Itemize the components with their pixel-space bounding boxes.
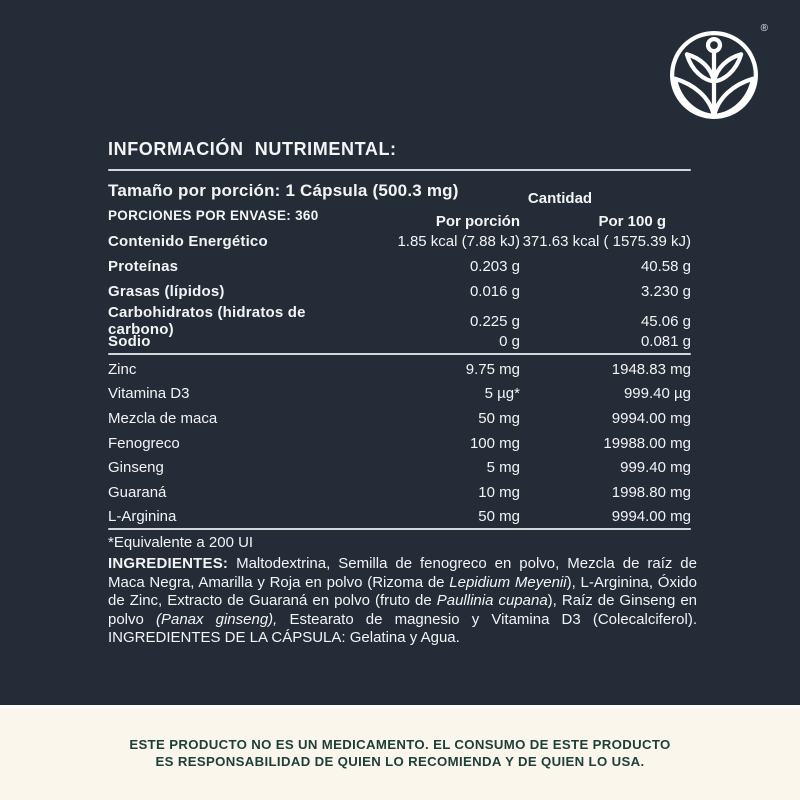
nutrient-name: Contenido Energético [108, 233, 268, 250]
nutrient-name: L-Arginina [108, 508, 177, 526]
nutrient-name: Mezcla de maca [108, 409, 218, 427]
page-title: INFORMACIÓN NUTRIMENTAL: [108, 139, 397, 159]
per-100g-value: 40.58 g [640, 258, 691, 275]
registered-mark: ® [760, 23, 768, 34]
per-100g-value: 1998.80 mg [611, 483, 691, 501]
table-row [108, 382, 691, 407]
ingredients-segment: INGREDIENTES: [108, 555, 229, 572]
per-serving-value: 50 mg [478, 409, 520, 427]
per-serving-value: 0 g [499, 333, 520, 350]
serving-size-label: Tamaño por porción: 1 Cápsula (500.3 mg) [108, 181, 459, 200]
nutrient-name: Proteínas [108, 258, 179, 275]
nutrient-name: Carbohidratos (hidratos de carbono) [108, 304, 306, 338]
per-100g-value: 1948.83 mg [611, 360, 691, 378]
per-100g-column-header: Por 100 g [598, 213, 666, 230]
per-100g-value: 45.06 g [640, 312, 691, 330]
per-serving-value: 9.75 mg [465, 360, 520, 378]
per-serving-value: 0.203 g [469, 258, 520, 275]
ingredients-segment: ), Raíz de Ginseng en polvo [108, 592, 698, 628]
per-100g-value: 371.63 kcal ( 1575.39 kJ) [522, 233, 691, 250]
per-serving-value: 5 mg [486, 459, 520, 477]
table-row [108, 229, 691, 254]
per-100g-value: 0.081 g [640, 333, 691, 350]
nutrient-name: Sodio [108, 333, 151, 350]
disclaimer-line-2: ES RESPONSABILIDAD DE QUIEN LO RECOMIENDA Y DE QUIEN LO USA. [155, 754, 645, 769]
section-divider [108, 528, 691, 530]
ingredients-segment: Estearato de magnesio y Vitamina D3 (Colecalciferol). INGREDIENTES DE LA CÁPSULA: Gelatina y Agua. [108, 610, 698, 647]
per-100g-value: 9994.00 mg [611, 409, 691, 427]
table-row [108, 480, 691, 505]
plant-sprout-icon [668, 28, 760, 122]
per-100g-value: 999.40 mg [620, 459, 691, 477]
macros-table [108, 229, 691, 354]
nutrient-name: Ginseng [108, 459, 164, 477]
servings-per-container-label: PORCIONES POR ENVASE: 360 [108, 208, 319, 223]
quantity-column-header: Cantidad [527, 190, 593, 207]
supplements-table [108, 357, 691, 529]
nutrient-name: Zinc [108, 360, 137, 378]
nutrient-name: Grasas (lípidos) [108, 283, 225, 300]
ingredients-segment: (Panax ginseng), [155, 610, 278, 628]
per-serving-value: 0.225 g [469, 312, 520, 330]
table-row [108, 254, 691, 279]
per-100g-value: 3.230 g [640, 283, 691, 300]
table-row [108, 279, 691, 304]
table-row [108, 329, 691, 354]
per-serving-value: 0.016 g [469, 283, 520, 300]
section-divider [108, 353, 691, 355]
disclaimer-line-1: ESTE PRODUCTO NO ES UN MEDICAMENTO. EL CONSUMO DE ESTE PRODUCTO [129, 737, 671, 752]
table-row [108, 357, 691, 382]
ingredients-segment: Maltodextrina, Semilla de fenogreco en polvo, Mezcla de raíz de Maca Negra, Amarilla y Roja en polvo (Rizoma de [108, 555, 697, 591]
table-row [108, 406, 691, 431]
brand-logo [668, 23, 768, 122]
footnote: *Equivalente a 200 UI [108, 534, 254, 551]
disclaimer-band [0, 705, 800, 800]
per-serving-value: 50 mg [478, 508, 520, 526]
ingredients-segment: Paullinia cupana [436, 592, 548, 610]
table-row [108, 431, 691, 456]
table-row [108, 455, 691, 480]
title-underline [108, 169, 691, 171]
per-serving-value: 5 µg* [484, 385, 520, 403]
per-serving-value: 100 mg [469, 434, 520, 452]
nutrient-name: Fenogreco [108, 434, 180, 452]
ingredients-paragraph [108, 555, 697, 648]
table-row [108, 304, 691, 338]
per-serving-value: 1.85 kcal (7.88 kJ) [397, 233, 520, 250]
per-100g-value: 9994.00 mg [611, 508, 691, 526]
table-row [108, 505, 691, 530]
per-100g-value: 19988.00 mg [603, 434, 691, 452]
nutrient-name: Vitamina D3 [108, 385, 190, 403]
ingredients-segment: ), L-Arginina, Óxido de Zinc, Extracto de Guaraná en polvo (fruto de [108, 573, 697, 610]
per-serving-value: 10 mg [478, 483, 520, 501]
ingredients-segment: Lepidium Meyenii [449, 573, 567, 591]
per-serving-column-header: Por porción [435, 213, 520, 230]
per-100g-value: 999.40 µg [623, 385, 691, 403]
nutrient-name: Guaraná [108, 483, 167, 501]
